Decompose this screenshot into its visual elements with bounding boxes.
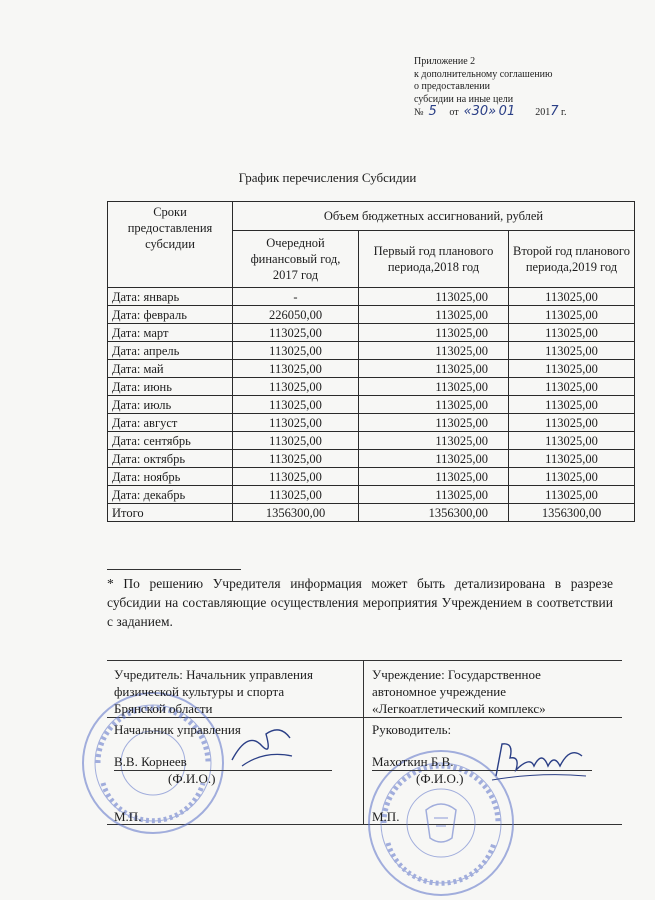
cell-period: Дата: январь <box>108 288 233 306</box>
cell-2018: 113025,00 <box>359 288 509 306</box>
signature-top-line <box>107 660 622 661</box>
cell-2018: 113025,00 <box>359 432 509 450</box>
cell-period: Дата: ноябрь <box>108 468 233 486</box>
table-row <box>108 306 635 324</box>
cell-2019: 113025,00 <box>509 468 635 486</box>
cell-2017: 113025,00 <box>233 432 359 450</box>
footnote-divider <box>107 569 241 570</box>
header-period: Сроки предоставления субсидии <box>108 202 233 288</box>
founder-mp: М.П. <box>114 809 142 824</box>
cell-period: Дата: июнь <box>108 378 233 396</box>
institution-fio-label: (Ф.И.О.) <box>416 771 464 786</box>
cell-2017: 226050,00 <box>233 306 359 324</box>
cell-2017: 113025,00 <box>233 378 359 396</box>
document-title: График перечисления Субсидии <box>238 170 417 185</box>
institution-org-line-3: «Легкоатлетический комплекс» <box>372 701 546 716</box>
cell-2018: 113025,00 <box>359 486 509 504</box>
cell-2019: 113025,00 <box>509 288 635 306</box>
table-row <box>108 378 635 396</box>
cell-2018: 113025,00 <box>359 324 509 342</box>
cell-2019: 113025,00 <box>509 396 635 414</box>
footnote: * По решению Учредителя информация может быть детализирована в разрезе субсидии на составляющие осуществления мероприятия Учреждением в соответствии с заданием. <box>107 576 613 629</box>
annex-date-day-handwritten: «30» <box>463 104 497 119</box>
cell-2019: 113025,00 <box>509 342 635 360</box>
cell-period: Дата: апрель <box>108 342 233 360</box>
cell-total-2019: 1356300,00 <box>509 504 635 522</box>
founder-org <box>114 666 364 717</box>
cell-2017: 113025,00 <box>233 342 359 360</box>
table-row <box>108 288 635 306</box>
cell-period: Дата: май <box>108 360 233 378</box>
cell-2017: 113025,00 <box>233 486 359 504</box>
cell-total-label: Итого <box>108 504 233 522</box>
founder-name: В.В. Корнеев <box>114 754 187 769</box>
founder-org-line-3: Брянской области <box>114 701 213 716</box>
annex-date-suffix: г. <box>561 107 567 118</box>
institution-mp: М.П. <box>372 809 400 824</box>
annex-year-printed: 201 <box>535 107 551 118</box>
cell-period: Дата: февраль <box>108 306 233 324</box>
cell-period: Дата: март <box>108 324 233 342</box>
cell-2017: 113025,00 <box>233 414 359 432</box>
cell-2018: 113025,00 <box>359 468 509 486</box>
table-row <box>108 450 635 468</box>
header-year-2019: Второй год планового периода,2019 год <box>509 231 635 288</box>
header-budget-group: Объем бюджетных ассигнований, рублей <box>233 202 635 231</box>
annex-line-2: к дополнительному соглашению <box>414 68 553 80</box>
schedule-body <box>108 288 635 522</box>
table-row <box>108 468 635 486</box>
cell-2017: 113025,00 <box>233 396 359 414</box>
cell-period: Дата: июль <box>108 396 233 414</box>
cell-total-2017: 1356300,00 <box>233 504 359 522</box>
cell-period: Дата: август <box>108 414 233 432</box>
annex-number-prefix: № <box>414 107 424 118</box>
cell-period: Дата: декабрь <box>108 486 233 504</box>
cell-2019: 113025,00 <box>509 486 635 504</box>
table-row <box>108 360 635 378</box>
table-row <box>108 432 635 450</box>
cell-2019: 113025,00 <box>509 450 635 468</box>
institution-handwritten-signature <box>490 736 590 786</box>
cell-2017: - <box>233 288 359 306</box>
cell-2018: 113025,00 <box>359 306 509 324</box>
table-row <box>108 324 635 342</box>
institution-org-line-1: Учреждение: Государственное <box>372 667 541 682</box>
cell-total-2018: 1356300,00 <box>359 504 509 522</box>
cell-2019: 113025,00 <box>509 306 635 324</box>
subsidy-schedule-table <box>107 201 635 522</box>
annex-number-date <box>414 106 566 120</box>
annex-date-month-handwritten: 01 <box>498 104 516 119</box>
cell-2019: 113025,00 <box>509 324 635 342</box>
cell-2018: 113025,00 <box>359 378 509 396</box>
total-row <box>108 504 635 522</box>
cell-period: Дата: октябрь <box>108 450 233 468</box>
cell-2017: 113025,00 <box>233 324 359 342</box>
cell-2017: 113025,00 <box>233 450 359 468</box>
founder-fio-label: (Ф.И.О.) <box>168 771 216 786</box>
annex-date-prefix: от <box>449 107 459 118</box>
founder-position: Начальник управления <box>114 722 241 737</box>
cell-2019: 113025,00 <box>509 432 635 450</box>
cell-2017: 113025,00 <box>233 360 359 378</box>
table-row <box>108 414 635 432</box>
table-row <box>108 486 635 504</box>
cell-2018: 113025,00 <box>359 342 509 360</box>
founder-handwritten-signature <box>228 720 298 770</box>
annex-line-4: субсидии на иные цели <box>414 93 514 105</box>
annex-line-3: о предоставлении <box>414 81 490 92</box>
cell-2018: 113025,00 <box>359 396 509 414</box>
cell-2019: 113025,00 <box>509 414 635 432</box>
cell-2019: 113025,00 <box>509 378 635 396</box>
annex-year-handwritten: 7 <box>550 104 559 119</box>
cell-2019: 113025,00 <box>509 360 635 378</box>
cell-2018: 113025,00 <box>359 360 509 378</box>
cell-2018: 113025,00 <box>359 450 509 468</box>
header-year-2017: Очередной финансовый год, 2017 год <box>233 231 359 288</box>
institution-name: Махоткин Б.В. <box>372 754 454 769</box>
institution-org-line-2: автономное учреждение <box>372 684 507 699</box>
table-row <box>108 342 635 360</box>
founder-org-line-1: Учредитель: Начальник управления <box>114 667 313 682</box>
annex-line-1: Приложение 2 <box>414 56 476 67</box>
institution-org <box>372 666 622 717</box>
header-year-2018: Первый год планового периода,2018 год <box>359 231 509 288</box>
cell-period: Дата: сентябрь <box>108 432 233 450</box>
table-row <box>108 396 635 414</box>
founder-sign-line <box>114 770 332 771</box>
annex-number-handwritten: 5 <box>428 104 437 119</box>
annex-header <box>414 56 566 120</box>
cell-2018: 113025,00 <box>359 414 509 432</box>
cell-2017: 113025,00 <box>233 468 359 486</box>
institution-position: Руководитель: <box>372 722 452 737</box>
founder-org-line-2: физической культуры и спорта <box>114 684 285 699</box>
